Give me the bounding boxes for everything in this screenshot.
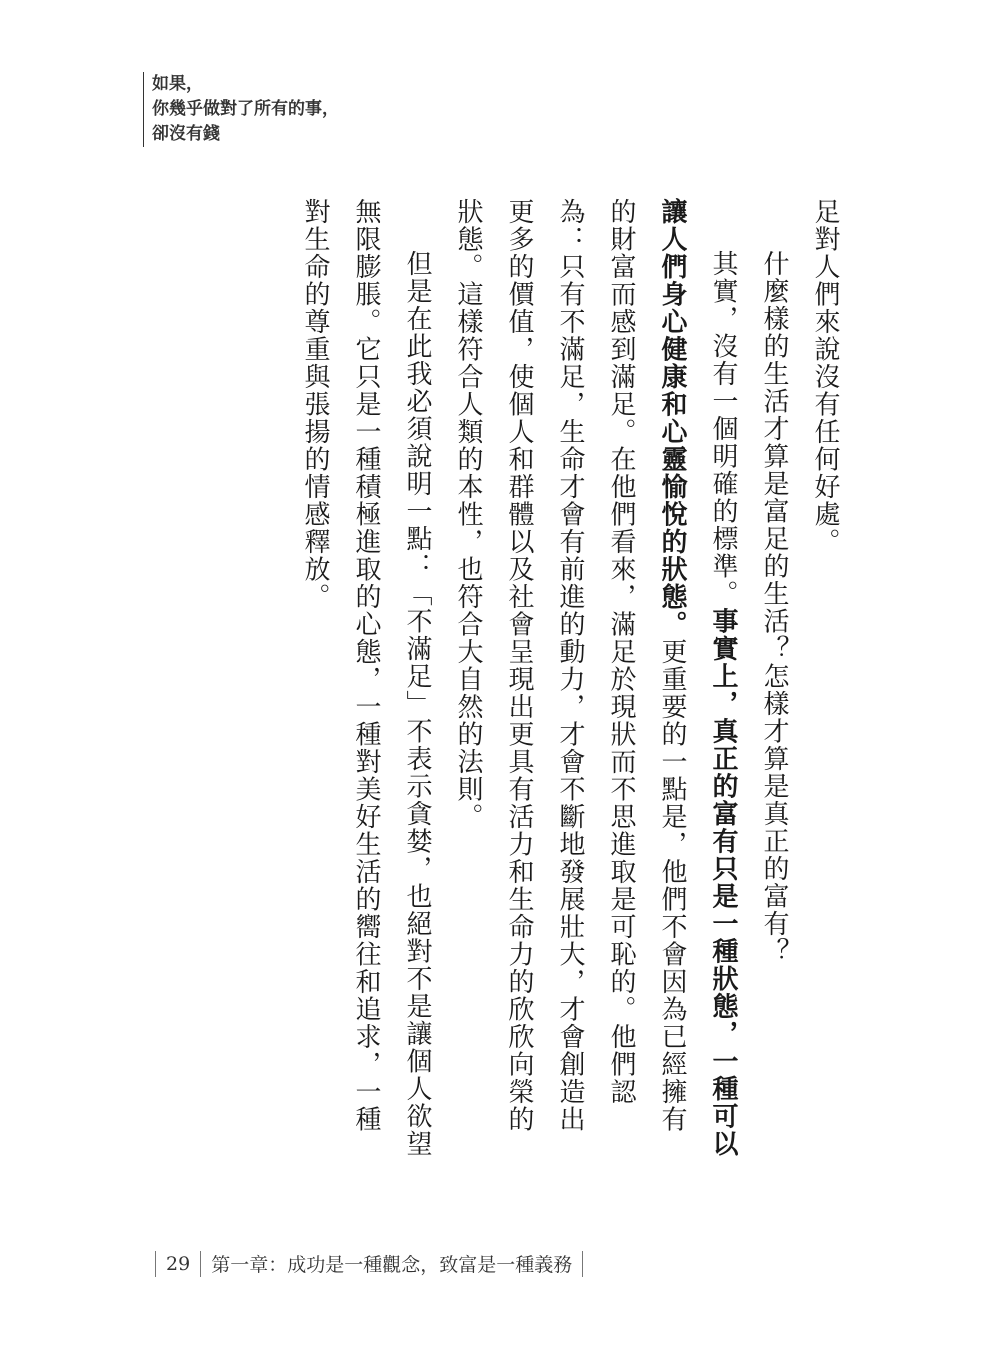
paragraph-1: 足對人們來說沒有任何好處。 (810, 198, 840, 556)
footer-divider (582, 1251, 583, 1277)
chapter-title: 第一章：成功是一種觀念，致富是一種義務 (211, 1254, 573, 1276)
running-head (143, 72, 339, 147)
running-head-line-1: 如果， (152, 74, 203, 94)
running-head-line-3: 卻沒有錢 (152, 124, 220, 144)
paragraph-4: 但是在此我必須說明一點：「不滿足」不表示貪婪，也絕對不是讓個人欲望無限膨脹。它只是一種積極進取的心態，一種對美好生活的嚮往和追求，一種對生命的尊重與張揚的情感釋放。 (300, 198, 432, 1158)
footer-divider (200, 1251, 201, 1277)
running-head-line-2: 你幾乎做對了所有的事， (152, 99, 339, 119)
paragraph-3 (442, 198, 748, 1158)
paragraph-3-bold: 事實上，真正的富有只是一種狀態，一種可以讓人們身心健康和心靈愉悅的狀態。 (657, 198, 738, 1158)
footer-divider (155, 1251, 156, 1277)
page-number: 29 (166, 1252, 191, 1275)
paragraph-2: 什麼樣的生活才算是富足的生活？怎樣才算是真正的富有？ (759, 250, 789, 965)
page-footer (145, 1250, 593, 1277)
body-text (290, 198, 850, 1158)
paragraph-3-rest: 更重要的一點是，他們不會因為已經擁有的財富而感到滿足。在他們看來，滿足於現狀而不思進取是可恥的。他們認為：只有不滿足，生命才會有前進的動力，才會不斷地發展壯大，才會創造出更多的價值，使個人和群體以及社會呈現出更具有活力和生命力的欣欣向榮的狀態。這樣符合人類的本性，也符合大自然的法則。 (453, 198, 687, 1133)
paragraph-3-intro: 其實，沒有一個明確的標準。 (708, 250, 738, 608)
